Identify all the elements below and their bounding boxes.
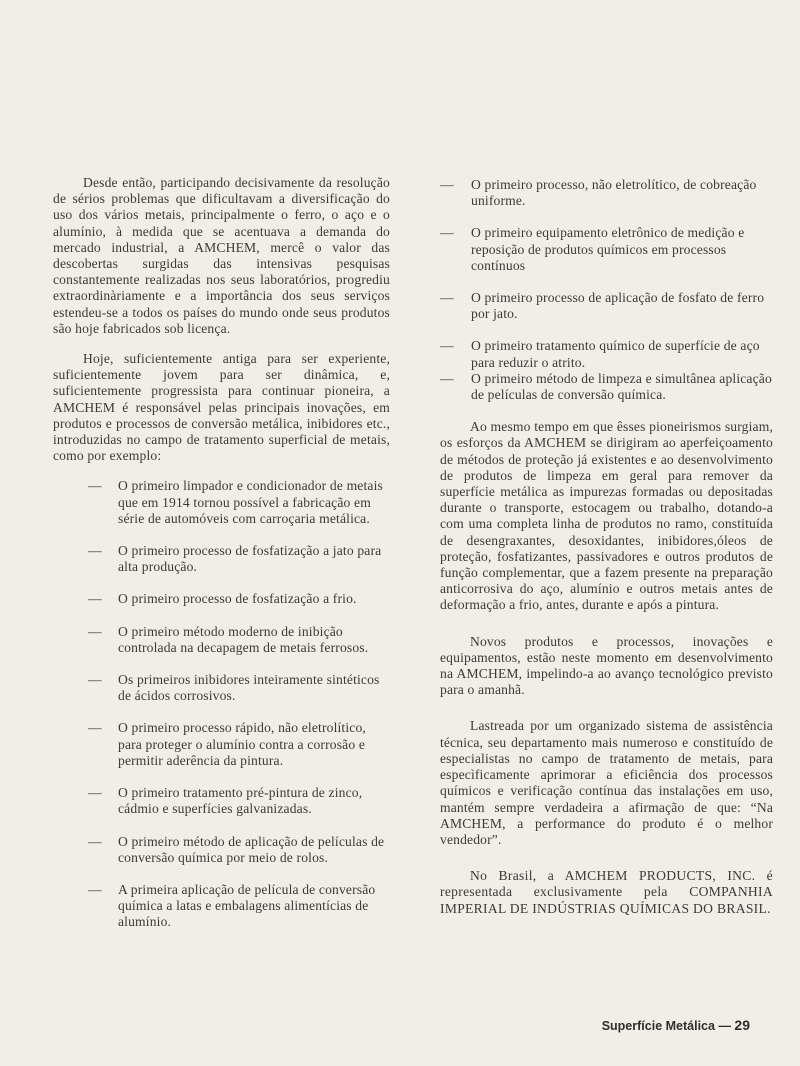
list-item [440,177,773,209]
list-item [53,672,390,704]
list-item-text: O primeiro processo rápido, não eletrolítico, para proteger o alumínio contra a corrosão e permitir aderência da pintura. [118,720,366,768]
intro-paragraph: Desde então, participando decisivamente da resolução de sérios problemas que dificultavam a diversificação do uso dos vários metais, principalmente o ferro, o aço e o alumínio, à medida que se acentuava a demanda do mercado industrial, a AMCHEM, mercê o valor das descobertas surgidas das intensivas pesquisas constantemente realizadas nos seus laboratórios, progrediu extraordinàriamente e a importância dos seus serviços estendeu-se a todos os países do mundo onde seus produtos são hoje fabricados sob licença. [53,175,390,336]
list-dash: — [440,177,454,192]
list-item-text: O primeiro método de aplicação de películas de conversão química por meio de rolos. [118,833,385,865]
page-number: 29 [734,1017,750,1033]
list-item-text: O primeiro tratamento pré-pintura de zinco, cádmio e superfícies galvanizadas. [118,785,363,817]
list-item [53,478,390,527]
list-dash: — [88,623,102,639]
list-item-text: O primeiro processo de aplicação de fosfato de ferro por jato. [471,290,765,322]
list-dash: — [88,833,102,849]
list-item [53,720,390,769]
left-column [53,175,390,947]
list-item-text: O primeiro processo de fosfatização a frio. [118,591,357,607]
list-dash: — [440,225,454,241]
list-dash: — [88,672,102,688]
list-dash: — [440,338,454,354]
list-item [53,882,390,931]
innovations-list-right [440,177,773,403]
list-item-text: O primeiro tratamento químico de superfície de aço para reduzir o atrito. [471,338,760,370]
right-paragraph-4: No Brasil, a AMCHEM PRODUCTS, INC. é representada exclusivamente pela COMPANHIA IMPERIAL DE INDÚSTRIAS QUÍMICAS DO BRASIL. [440,868,773,916]
list-dash: — [440,370,454,386]
list-item [53,834,390,866]
list-item-text: O primeiro processo de fosfatização a jato para alta produção. [118,543,382,575]
list-dash: — [88,591,102,607]
list-item [440,290,773,322]
page-footer [602,1017,750,1033]
list-item [53,543,390,575]
list-dash: — [88,720,102,736]
list-item-text: O primeiro equipamento eletrônico de medição e reposição de produtos químicos em processos contínuos [471,225,745,273]
right-paragraph-3: Lastreada por um organizado sistema de assistência técnica, seu departamento mais numeroso e constituído de especialistas no campo de tratamento de metais, para especìficamente aprimorar a eficiência dos processos químicos e verificação contínua das instalações em uso, mantém sempre verdadeira a afirmação de que: “Na AMCHEM, a performance do produto é o melhor vendedor”. [440,718,773,847]
list-dash: — [88,785,102,801]
list-item [440,225,773,274]
list-item-text: O primeiro método de limpeza e simultânea aplicação de películas de conversão química. [471,370,772,403]
list-dash: — [88,478,102,494]
list-item [440,338,773,370]
right-paragraph-2: Novos produtos e processos, inovações e equipamentos, estão neste momento em desenvolvimento na AMCHEM, impelindo-a ao avanço tecnológico previsto para o amanhã. [440,633,773,698]
list-dash: — [88,543,102,559]
right-paragraph-1: Ao mesmo tempo em que êsses pioneirismos surgiam, os esforços da AMCHEM se dirigiram ao aperfeiçoamento de métodos de proteção já existentes e ao desenvolvimento de produtos de limpeza em geral para remover da superfície metálica as impurezas formadas ou depositadas durante o transporte, estocagem ou trabalho, dotando-a com uma completa linha de produtos no ramo, constituída de desengraxantes, desoxidantes, inibidores,óleos de proteção, fosfatizantes, passivadores e outros produtos de função complementar, que a fazem presente na preparação anticorrosiva do aço, alumínio e outros metais antes de deformação a frio, antes, durante e após a pintura. [440,419,773,613]
list-dash: — [440,290,454,306]
right-column [440,177,773,917]
list-item-text: A primeira aplicação de película de conversão química a latas e embalagens alimentícias de alumínio. [118,881,376,930]
list-dash: — [88,881,102,897]
list-item-text: Os primeiros inibidores inteiramente sintéticos de ácidos corrosivos. [118,672,380,704]
list-item-text: O primeiro limpador e condicionador de metais que em 1914 tornou possível a fabricação em série de automóveis com carroçaria metálica. [118,478,383,526]
list-item [53,785,390,817]
list-item [53,624,390,656]
list-item [53,591,390,607]
innovations-list-left [53,478,390,930]
list-item-text: O primeiro método moderno de inibição controlada na decapagem de metais ferrosos. [118,623,369,655]
second-paragraph: Hoje, suficientemente antiga para ser experiente, suficientemente jovem para ser dinâmica, e, suficientemente progressista para continuar pioneira, a AMCHEM é responsável pelas principais inovações, em produtos e processos de conversão metálica, inibidores etc., introduzidas no campo de tratamento superficial de metais, como por exemplo: [53,351,390,464]
publication-name: Superfície Metálica [601,1019,715,1033]
list-item [440,371,773,403]
footer-separator: — [718,1019,731,1033]
list-item-text: O primeiro processo, não eletrolítico, de cobreação uniforme. [471,177,757,209]
